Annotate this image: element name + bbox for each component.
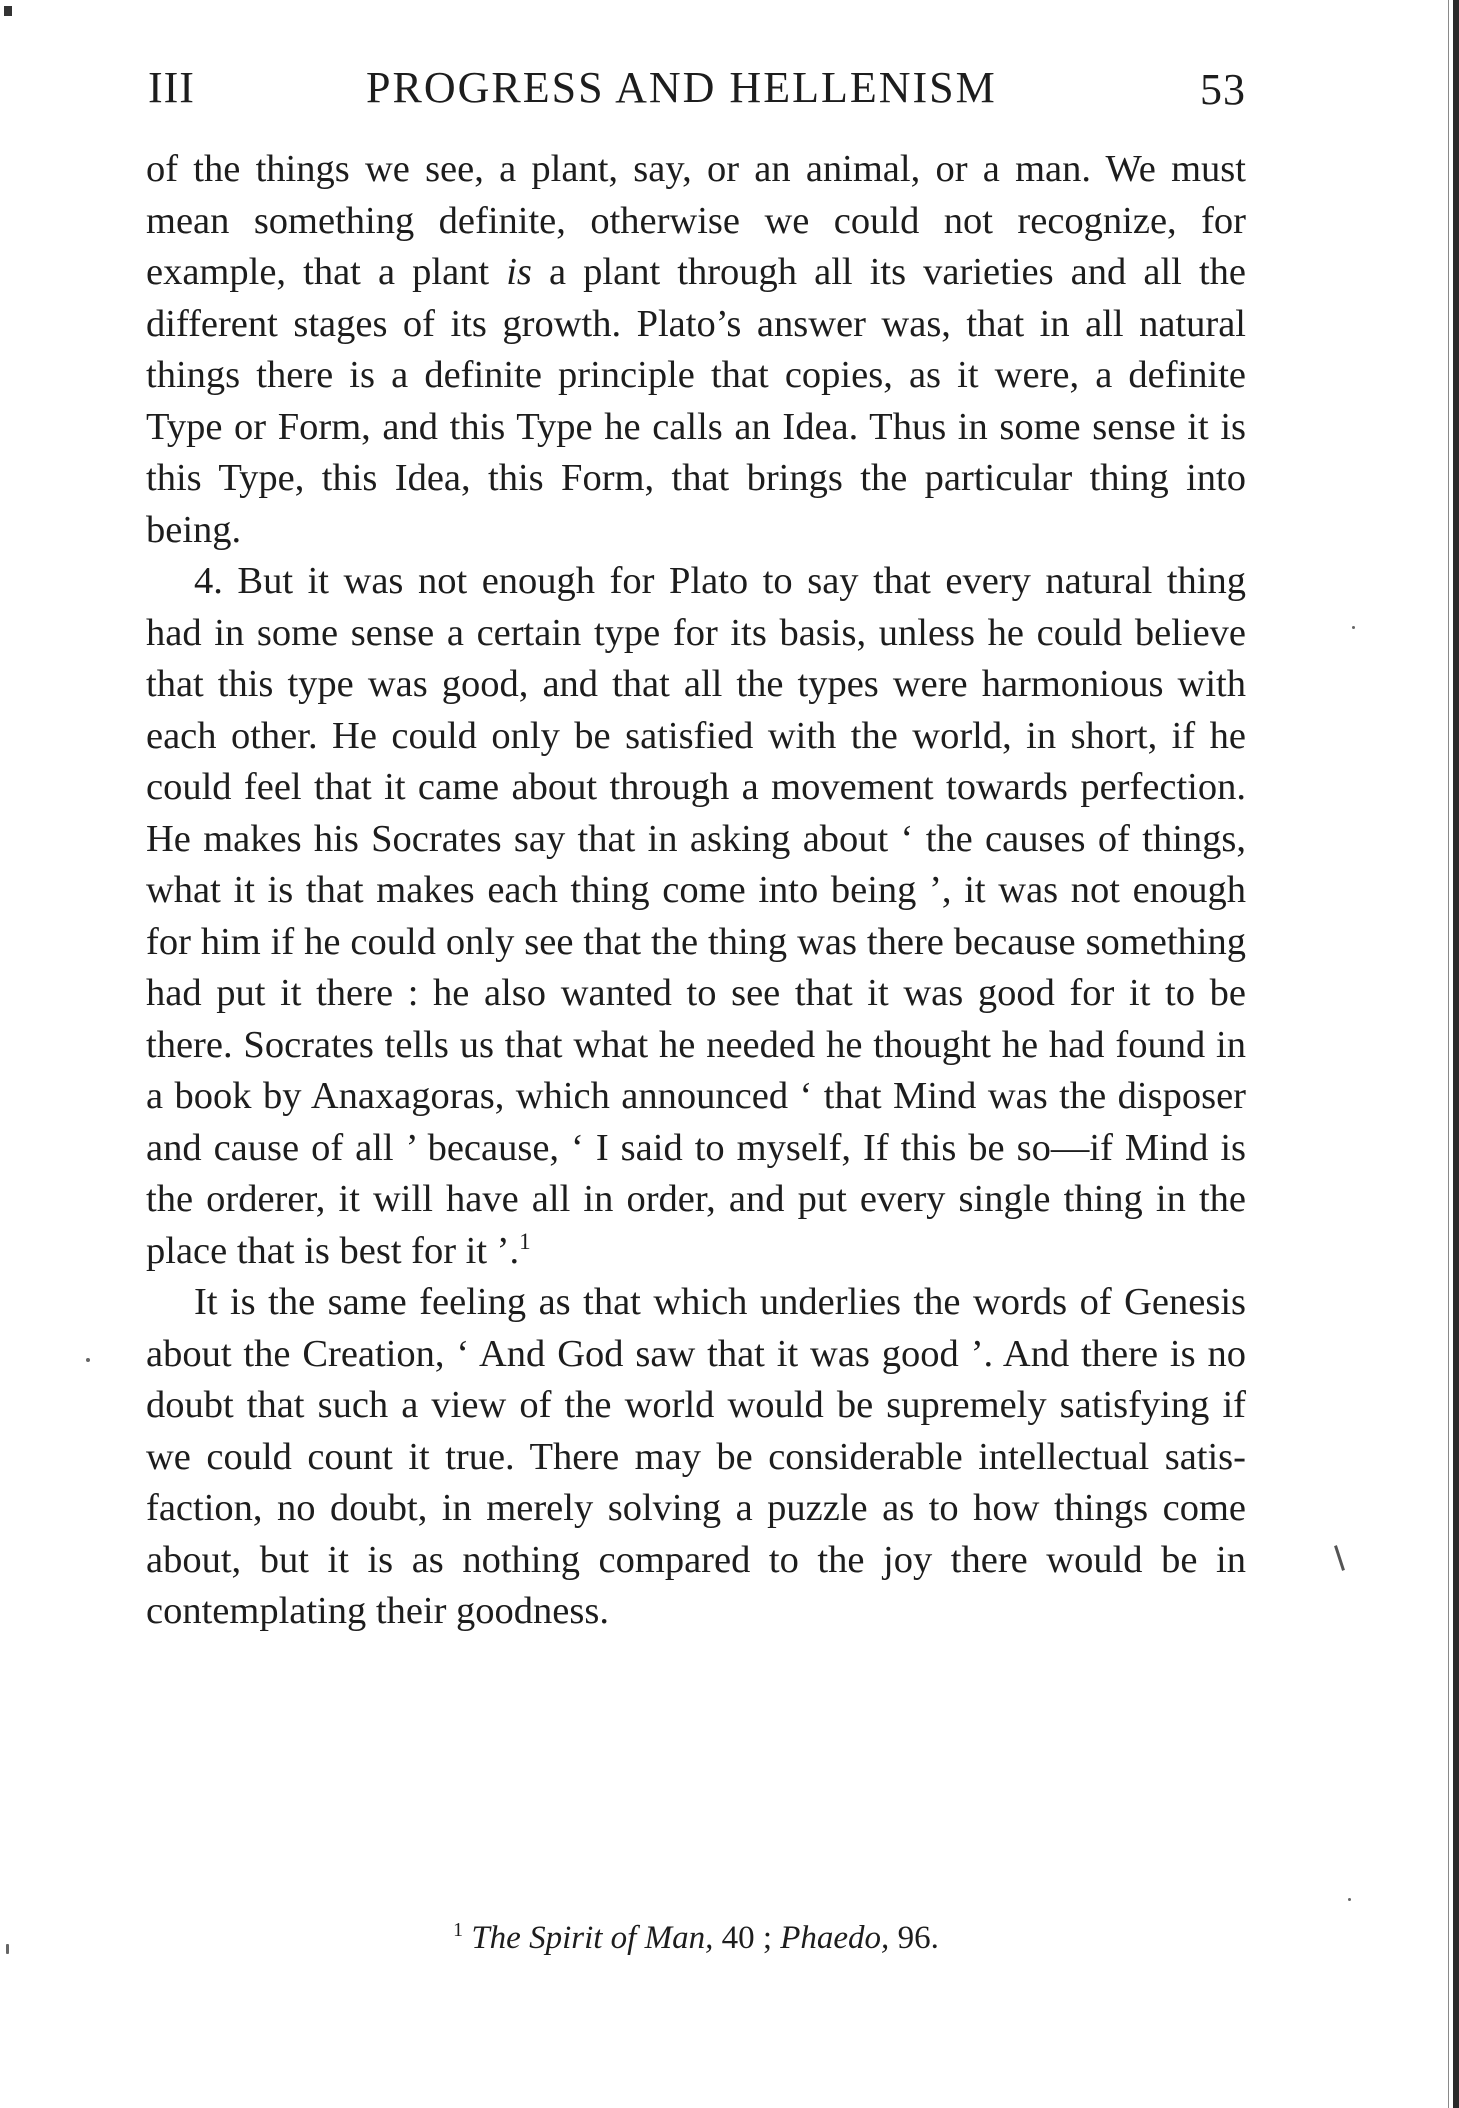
paragraph-text: It is the same feeling as that which underlies the words of Genesis about the Creation, ‘ And God saw that it was good ’. And there is no doubt that such a view of the world would be supremely satisfying if we could count it true. There may be considerable intellectual satisfaction, no doubt, in merely solving a puzzle as to how things come about, but it is as nothing compared to the joy there would be in contemplating their goodness. (146, 1281, 1246, 1632)
ink-speck (6, 1944, 9, 1954)
footnote-marker: 1 (453, 1919, 464, 1941)
scan-corner-mark (4, 6, 12, 16)
page-number: 53 (1200, 65, 1246, 114)
paragraph (146, 556, 1246, 1277)
running-head (148, 62, 1246, 122)
paragraph (146, 1277, 1246, 1638)
body-text (146, 144, 1246, 1638)
paragraph (146, 144, 1246, 556)
paragraph-text: 4. But it was not enough for Plato to say that every natural thing had in some sense a certain type for its basis, unless he could believe that this type was good, and that all the types were harmonious with each other. He could only be satisfied with the world, in short, if he could feel that it came about through a movement towards perfection. He makes his Socrates say that in asking about ‘ the causes of things, what it is that makes each thing come into being ’, it was not enough for him if he could only see that the thing was there because something had put it there : he also wanted to see that it was good for it to be there. Socrates tells us that what he needed he thought he had found in a book by Anaxagoras, which announced ‘ that Mind was the disposer and cause of all ’ because, ‘ I said to myself, If this be so—if Mind is the orderer, it will have all in order, and put every single thing in the place that is best for it ’. (146, 560, 1246, 1272)
page-edge-line (1448, 0, 1449, 2108)
ink-speck (1348, 1898, 1351, 1901)
footnote-work-1: The Spirit of Man, (471, 1920, 714, 1956)
footnote (146, 1920, 1246, 1957)
ink-speck (1352, 626, 1355, 629)
running-title: PROGRESS AND HELLENISM (366, 63, 997, 112)
footnote-ref-1: 40 ; (713, 1920, 781, 1956)
chapter-number: III (148, 63, 195, 112)
paragraph-text: a plant through all its varieties and all the different stages of its growth. Plato’s answer was, that in all natural things there is a definite principle that copies, as it were, a definite Type or Form, and this Type he calls an Idea. Thus in some sense it is this Type, this Idea, this Form, that brings the particular thing into being. (146, 251, 1246, 551)
stray-ink-mark (1334, 1545, 1345, 1571)
ink-speck (86, 1358, 90, 1362)
italic-text: is (506, 251, 532, 293)
footnote-reference: 1 (519, 1227, 531, 1254)
footnote-work-2: Phaedo, (780, 1920, 890, 1956)
page-edge-border (1453, 0, 1459, 2108)
footnote-ref-2: 96. (889, 1920, 939, 1956)
paragraph-text: of the things we see, a plant, say, or an animal, or a man. We must mean something definite, otherwise we could not recognize, for example, that a plant (146, 148, 1246, 293)
